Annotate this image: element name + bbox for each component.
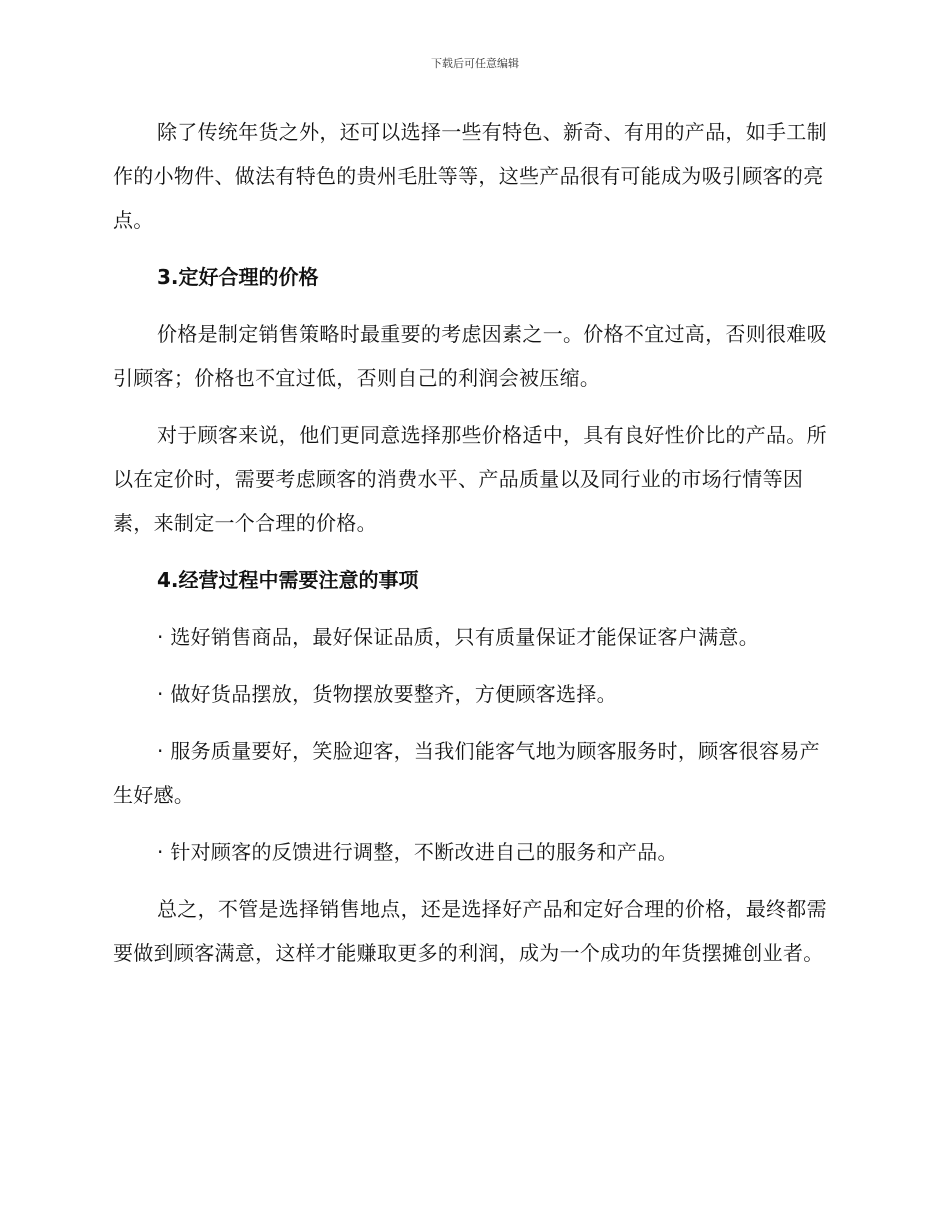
paragraph-pricing-customers: 对于顾客来说，他们更同意选择那些价格适中，具有良好性价比的产品。所以在定价时，需要考虑顾客的消费水平、产品质量以及同行业的市场行情等因素，来制定一个合理的价格。 (113, 423, 827, 535)
paragraph-special-products: 除了传统年货之外，还可以选择一些有特色、新奇、有用的产品，如手工制作的小物件、做法有特色的贵州毛肚等等，这些产品很有可能成为吸引顾客的亮点。 (113, 120, 827, 232)
bullet-item-display: · 做好货品摆放，货物摆放要整齐，方便顾客选择。 (157, 682, 617, 706)
page-header: 下载后可任意编辑 (431, 57, 519, 70)
bullet-item-quality: · 选好销售商品，最好保证品质，只有质量保证才能保证客户满意。 (157, 625, 760, 649)
document-body (113, 110, 833, 988)
paragraph-conclusion: 总之，不管是选择销售地点，还是选择好产品和定好合理的价格，最终都需要做到顾客满意，这样才能赚取更多的利润，成为一个成功的年货摆摊创业者。 (113, 897, 827, 965)
bullet-item-feedback: · 针对顾客的反馈进行调整，不断改进自己的服务和产品。 (157, 840, 678, 864)
bullet-item-service: · 服务质量要好，笑脸迎客，当我们能客气地为顾客服务时，顾客很容易产生好感。 (113, 739, 820, 807)
section-heading-operations: 4.经营过程中需要注意的事项 (157, 568, 419, 592)
section-heading-pricing: 3.定好合理的价格 (157, 265, 319, 289)
paragraph-pricing-factor: 价格是制定销售策略时最重要的考虑因素之一。价格不宜过高，否则很难吸引顾客；价格也不宜过低，否则自己的利润会被压缩。 (113, 322, 827, 390)
